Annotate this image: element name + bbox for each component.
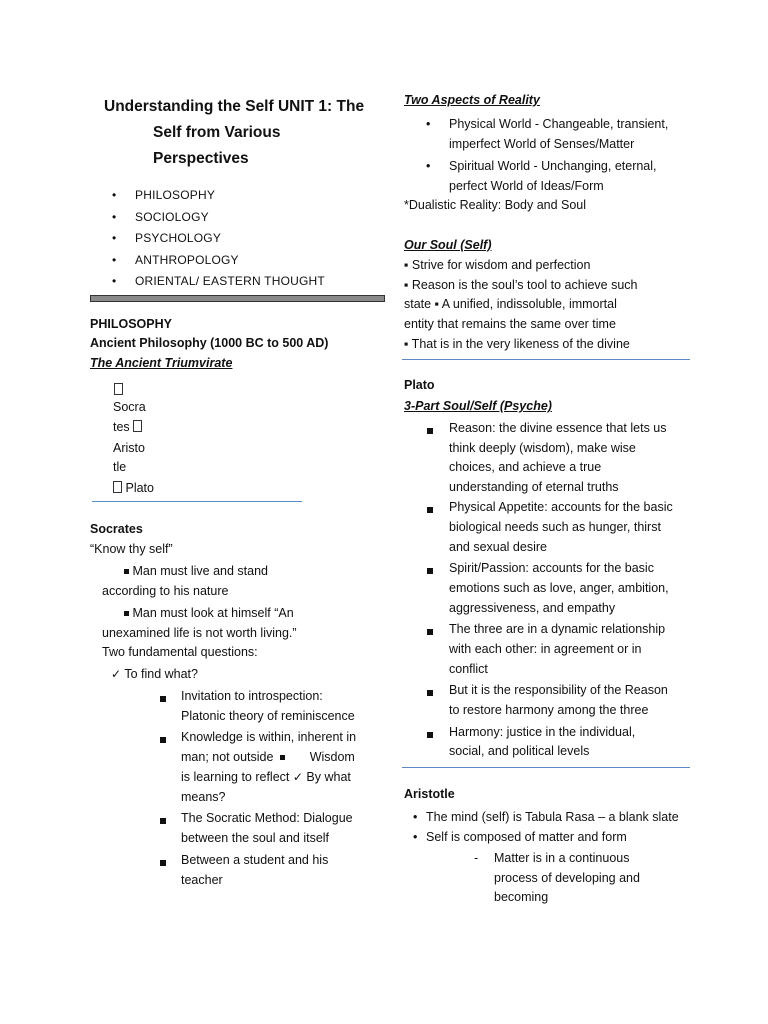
square-bullet-icon (124, 611, 129, 616)
square-bullet-icon (160, 818, 166, 824)
plato-item: Spirit/Passion: accounts for the basic (449, 561, 654, 575)
list-item: • SOCIOLOGY (112, 209, 209, 224)
triumvirate-heading: The Ancient Triumvirate (90, 356, 233, 370)
triumvirate-line: tle (113, 460, 127, 474)
plato-item-cont: conflict (449, 662, 488, 676)
bullet-icon: • (426, 159, 431, 173)
plato-item: The three are in a dynamic relationship (449, 622, 666, 636)
document-title (104, 94, 374, 172)
aristotle-sub-item: Matter is in a continuous (494, 851, 630, 865)
topic-list (112, 188, 325, 296)
aristotle-bullet: The mind (self) is Tabula Rasa – a blank slate (426, 810, 679, 824)
soul-line: ▪ That is in the very likeness of the divine (404, 337, 630, 351)
plato-item: Harmony: justice in the individual, (449, 725, 636, 739)
triumvirate-line: Plato (113, 481, 154, 495)
square-bullet-icon (427, 568, 433, 574)
socrates-item: The Socratic Method: Dialogue (181, 811, 353, 825)
soul-line: ▪ Reason is the soul’s tool to achieve such (404, 278, 638, 292)
ancient-philosophy-subheading: Ancient Philosophy (1000 BC to 500 AD) (90, 336, 329, 350)
list-item: • ORIENTAL/ EASTERN THOUGHT (112, 274, 325, 288)
bullet-icon: • (112, 274, 117, 288)
aristotle-heading: Aristotle (404, 787, 455, 801)
to-find-line: ✓ To find what? (111, 667, 198, 681)
bullet-icon: • (112, 252, 117, 267)
reality-item-cont: imperfect World of Senses/Matter (449, 137, 635, 151)
title-line-2: Self from Various (153, 124, 281, 141)
triumvirate-line: Aristo (113, 441, 145, 455)
dash-bullet-icon: - (474, 851, 479, 865)
socrates-item-cont: Platonic theory of reminiscence (181, 709, 355, 723)
square-bullet-icon (427, 629, 433, 635)
socrates-bullet-1-cont: according to his nature (102, 584, 229, 598)
title-line-3: Perspectives (153, 150, 249, 167)
dualistic-note: *Dualistic Reality: Body and Soul (404, 198, 587, 212)
plato-item-cont: with each other: in agreement or in (449, 642, 642, 656)
plato-item-cont: biological needs such as hunger, thirst (449, 520, 661, 534)
aristotle-sub-item-cont: becoming (494, 890, 549, 904)
soul-line: ▪ Strive for wisdom and perfection (404, 258, 591, 272)
section-rule (402, 359, 690, 360)
socrates-item-cont: man; not outside Wisdom (181, 750, 355, 764)
socrates-heading: Socrates (90, 522, 143, 536)
list-item: • PHILOSOPHY (112, 188, 216, 202)
plato-item-cont: to restore harmony among the three (449, 703, 649, 717)
socrates-item: Knowledge is within, inherent in (181, 730, 357, 744)
list-item: • ANTHROPOLOGY (112, 252, 239, 267)
plato-item: Physical Appetite: accounts for the basic (449, 500, 673, 514)
plato-item-cont: understanding of eternal truths (449, 480, 619, 494)
bullet-icon: • (112, 188, 117, 202)
socrates-item-cont: teacher (181, 873, 223, 887)
title-line-1: Understanding the Self UNIT 1: The (104, 98, 365, 115)
plato-item: Reason: the divine essence that lets us (449, 421, 667, 435)
placeholder-glyph-icon (113, 481, 122, 493)
section-divider-bar (90, 295, 385, 302)
bullet-icon: • (426, 117, 431, 131)
two-questions-label: Two fundamental questions: (102, 645, 258, 659)
socrates-bullet-2: Man must look at himself “An (124, 606, 294, 620)
plato-item-cont: and sexual desire (449, 540, 547, 554)
plato-heading: Plato (404, 378, 435, 392)
plato-item-cont: social, and political levels (449, 744, 590, 758)
square-bullet-icon (160, 737, 166, 743)
triumvirate-line: Socra (113, 400, 146, 414)
socrates-item-cont: means? (181, 790, 226, 804)
bullet-icon: • (112, 209, 117, 224)
checkmark-icon: ✓ (111, 667, 122, 681)
socrates-item-cont: between the soul and itself (181, 831, 330, 845)
philosophy-heading: PHILOSOPHY (90, 317, 172, 331)
socrates-bullet-2-cont: unexamined life is not worth living.” (102, 626, 297, 640)
aristotle-sub-item-cont: process of developing and (494, 871, 640, 885)
socrates-item: Between a student and his (181, 853, 329, 867)
square-bullet-icon (280, 755, 285, 760)
socrates-item: Invitation to introspection: (181, 689, 323, 703)
socrates-quote: “Know thy self” (90, 542, 173, 556)
placeholder-glyph-icon (114, 381, 123, 399)
aristotle-bullet: Self is composed of matter and form (426, 830, 627, 844)
square-bullet-icon (124, 569, 129, 574)
reality-heading: Two Aspects of Reality (404, 93, 540, 107)
reality-item-cont: perfect World of Ideas/Form (449, 179, 604, 193)
plato-subheading: 3-Part Soul/Self (Psyche) (404, 399, 552, 413)
plato-item-cont: aggressiveness, and empathy (449, 601, 616, 615)
bullet-icon: • (413, 810, 418, 824)
square-bullet-icon (427, 428, 433, 434)
placeholder-glyph-icon (133, 420, 142, 432)
plato-item-cont: emotions such as love, anger, ambition, (449, 581, 669, 595)
plato-item-cont: choices, and achieve a true (449, 460, 602, 474)
section-rule (92, 501, 302, 502)
square-bullet-icon (427, 690, 433, 696)
socrates-bullet-1: Man must live and stand (124, 564, 268, 578)
bullet-icon: • (413, 830, 418, 844)
reality-item: Physical World - Changeable, transient, (449, 117, 669, 131)
triumvirate-line: tes (113, 420, 142, 434)
socrates-item-cont: is learning to reflect ✓ By what (181, 770, 351, 784)
plato-item-cont: think deeply (wisdom), make wise (449, 441, 636, 455)
soul-line: state ▪ A unified, indissoluble, immortal (404, 297, 617, 311)
square-bullet-icon (160, 860, 166, 866)
checkmark-icon: ✓ (292, 770, 303, 784)
square-bullet-icon (160, 696, 166, 702)
square-bullet-icon (427, 507, 433, 513)
reality-item: Spiritual World - Unchanging, eternal, (449, 159, 657, 173)
soul-heading: Our Soul (Self) (404, 238, 492, 252)
square-bullet-icon (427, 732, 433, 738)
bullet-icon: • (112, 231, 117, 245)
list-item: • PSYCHOLOGY (112, 231, 222, 245)
plato-item: But it is the responsibility of the Reason (449, 683, 668, 697)
soul-line: entity that remains the same over time (404, 317, 616, 331)
section-rule (402, 767, 690, 768)
